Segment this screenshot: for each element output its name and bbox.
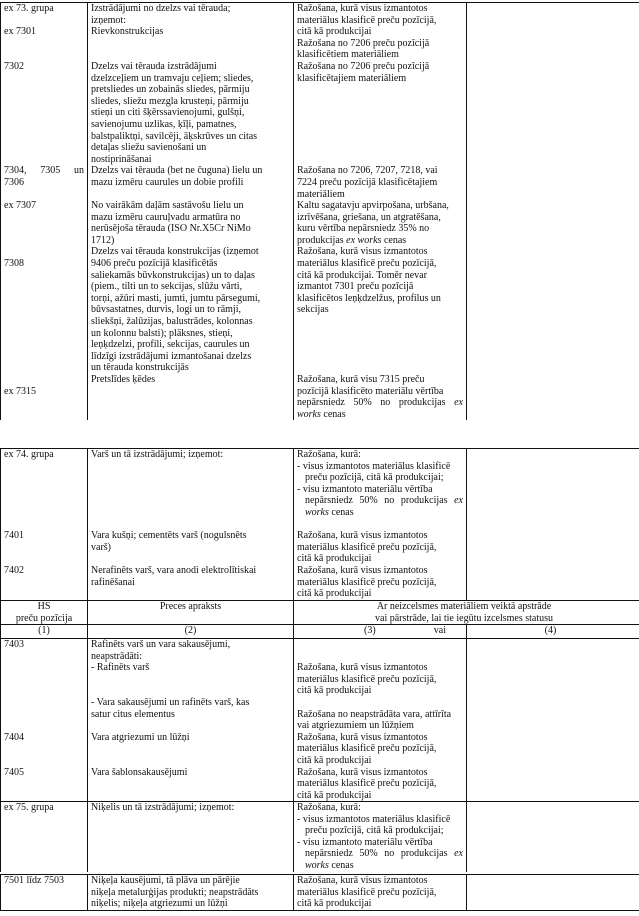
rule-line: citā kā produkcijai — [297, 789, 372, 801]
hs-code: ex 7307 — [4, 200, 36, 212]
hs-column — [1, 3, 88, 420]
description-line: detaļas sliežu savienošani un — [91, 142, 207, 154]
rule-line: citā kā produkcijai — [297, 754, 372, 766]
header-rule: Ar neizcelsmes materiāliem veiktā apstrāde — [376, 601, 552, 612]
rule-line: Ražošana no 7206, 7207, 7218, vai — [297, 165, 438, 177]
description-line: līdzīgi izstrādājumi izmantošanai dzelzs — [91, 350, 252, 362]
description-line: niķelis; niķeļa atgriezumi un lūžņi — [91, 898, 228, 910]
rule-line: Ražošana, kurā visus izmantotos — [297, 875, 428, 886]
rule-line: citā kā produkcijai — [297, 553, 372, 565]
description-line: stieņi un citi šķērssavienojumi, gulšņi, — [91, 107, 245, 119]
hs-code: 7405 — [4, 766, 24, 778]
description-line: Vara šablonsakausējumi — [91, 766, 188, 778]
hs-code: 7304, 7305 un — [4, 165, 84, 177]
rule-line: materiālus klasificē preču pozīcijā, — [297, 886, 437, 898]
rule-line: vai atgriezumiem un lūžņiem — [297, 720, 414, 732]
description-line: Niķeļa kausējumi, tā plāva un pārējie — [91, 875, 240, 886]
description-line: savienojumu uzlikas, ķīļi, pamatnes, — [91, 118, 237, 130]
description-line: Nerafinēts varš, vara anodi elektrolītiskai — [91, 564, 257, 576]
rule-line: nepārsniedz 50% no produkcijas ex — [305, 848, 463, 860]
description-line: niķeļa metalurģijas produkti; neapstrādāts — [91, 886, 259, 898]
rule-line: materiālus klasificē preču pozīcijā, — [297, 743, 437, 755]
rule-line: nepārsniedz 50% no produkcijas ex — [297, 397, 463, 409]
description-line: Niķelis un tā izstrādājumi; izņemot: — [91, 802, 235, 813]
rule-bullet: - visus izmantotos materiālus klasificē — [297, 460, 451, 472]
rule-line: pozīcijā klasificēto materiālu vērtība — [297, 385, 444, 397]
hs-code: 7401 — [4, 530, 24, 542]
description-line: (piem., tilti un to sekcijas, slūžu vārti, — [91, 281, 243, 293]
rule-line: preču pozīcijā, citā kā produkcijai; — [305, 472, 444, 484]
column-or: vai — [433, 625, 446, 636]
header-hs: HS — [37, 601, 51, 612]
column-number-2: (2) — [88, 625, 294, 638]
description-line: izņemot: — [91, 14, 126, 26]
rule-line: citā kā produkcijai — [297, 685, 372, 697]
rule-line: citā kā produkcijai. Tomēr nevar — [297, 269, 427, 281]
rule-line: sekcijas — [297, 304, 329, 316]
rule-column — [294, 3, 467, 420]
rule-bullet: - visu izmantoto materiālu vērtība — [297, 836, 433, 848]
rule-line: Ražošana, kurā: — [297, 802, 361, 813]
header-hs-sub: preču pozīcija — [15, 612, 73, 624]
hs-code: 7306 — [4, 176, 24, 188]
hs-code: ex 74. grupa — [4, 449, 54, 460]
description-line: - Rafinēts varš — [91, 662, 150, 674]
rule-line: materiālus klasificē preču pozīcijā, — [297, 576, 437, 588]
description-line: dzelzceļiem un tramvaju ceļiem; sliedes, — [91, 72, 254, 84]
hs-code: 7302 — [4, 60, 24, 72]
rule-line: materiālus klasificē preču pozīcijā, — [297, 258, 437, 270]
description-column — [88, 3, 294, 420]
description-line: Rievkonstrukcijas — [91, 26, 164, 38]
rule-line: Ražošana no 7206 preču pozīcijā — [297, 37, 430, 49]
description-line: Vara kušņi; cementēts varš (nogulsnēts — [91, 530, 247, 542]
rule-line: Kaltu sagatavju apvirpošana, urbšana, — [297, 200, 449, 212]
description-line: Pretslīdes ķēdes — [91, 374, 156, 385]
description-line: satur citus elementus — [91, 708, 175, 720]
rule-line: materiāliem — [297, 188, 345, 200]
table-block-chapter-74 — [0, 448, 639, 600]
column-number-row — [0, 624, 639, 638]
description-line: mazu izmēru caurules un dobie profili — [91, 176, 244, 188]
rule-line: izrīvēšana, griešana, un atgratēšana, — [297, 211, 441, 223]
table-block-7403-7405 — [0, 638, 639, 801]
description-line: pretsliedes un zobainās sliedes, pārmiju — [91, 84, 250, 96]
rule-line: Ražošana, kurā visus izmantotos — [297, 564, 428, 576]
hs-code: 7308 — [4, 258, 24, 270]
description-line: No vairākām daļām sastāvošu lielu un — [91, 200, 244, 212]
description-line: Dzelzs vai tērauda (bet ne čuguna) lielu un — [91, 165, 263, 177]
description-line: Vara atgriezumi un lūžņi — [91, 731, 190, 743]
hs-code: 7402 — [4, 564, 24, 576]
rule-line: materiālus klasificē preču pozīcijā, — [297, 541, 437, 553]
rule-line: materiālus klasificē preču pozīcijā, — [297, 673, 437, 685]
rule-line: izmantot 7301 preču pozīcijā — [297, 281, 414, 293]
rule-line: Ražošana no 7206 preču pozīcijā — [297, 60, 430, 72]
hs-code: ex 7315 — [4, 385, 36, 397]
description-line: rafinēšanai — [91, 576, 135, 588]
rule-bullet: - visus izmantotos materiālus klasificē — [297, 813, 451, 825]
column-number-4: (4) — [544, 625, 557, 636]
hs-code: 7403 — [4, 639, 24, 650]
description-line: būvsastatnes, durvis, logi un to rāmji, — [91, 304, 241, 316]
hs-code: 7404 — [4, 731, 24, 743]
hs-code: ex 75. grupa — [4, 802, 54, 813]
rule-line: citā kā produkcijai — [297, 588, 372, 600]
rule-line: Ražošana, kurā visus izmantotos — [297, 766, 428, 778]
description-line: Dzelzs vai tērauda konstrukcijas (izņemot — [91, 246, 259, 258]
description-line: Varš un tā izstrādājumi; izņemot: — [91, 449, 224, 460]
description-line: sliekšņi, žalūzijas, balustrādes, kolonnas — [91, 316, 253, 328]
description-line: saliekamās būvkonstrukcijas) un to daļas — [91, 269, 255, 281]
description-line: neapstrādāti: — [91, 650, 143, 662]
rule-line: Ražošana, kurā visus izmantotos — [297, 3, 428, 14]
hs-code: 7501 līdz 7503 — [4, 875, 64, 886]
rule-line: klasificētajiem materiāliem — [297, 72, 407, 84]
rule-line: Ražošana, kurā visus izmantotos — [297, 530, 428, 542]
rule-line: preču pozīcijā, citā kā produkcijai; — [305, 825, 444, 837]
column-number-3: (3) — [364, 625, 376, 636]
table-header — [0, 600, 639, 624]
description-line: nerūsējoša tērauda (ISO Nr.X5Cr NiMo — [91, 223, 251, 235]
header-rule-sub: vai pārstrāde, lai tie iegūtu izcelsmes statusu — [375, 612, 553, 624]
description-line: Rafinēts varš un vara sakausējumi, — [91, 639, 231, 650]
header-description: Preces apraksts — [159, 601, 222, 612]
description-line: un kolonnu balsti); plāksnes, stieņi, — [91, 327, 233, 339]
description-line: varš) — [91, 541, 111, 553]
rule-line: citā kā produkcijai — [297, 898, 372, 910]
rule-line: citā kā produkcijai — [297, 26, 372, 38]
rule-line: Ražošana, kurā visus izmantotos — [297, 662, 428, 674]
description-line: - Vara sakausējumi un rafinēts varš, kas — [91, 696, 250, 708]
description-line: Izstrādājumi no dzelzs vai tērauda; — [91, 3, 231, 14]
description-line: 1712) — [91, 234, 115, 246]
hs-code: ex 7301 — [4, 26, 36, 38]
rule-bullet: - visu izmantoto materiālu vērtība — [297, 483, 433, 495]
rule-line: Ražošana no neapstrādāta vara, attīrīta — [297, 708, 452, 720]
rule-line: kuru vērtība nepārsniedz 35% no — [297, 223, 430, 235]
rule-line: materiālus klasificē preču pozīcijā, — [297, 14, 437, 26]
rule-line: klasificētos leņķdzelžus, profilus un — [297, 292, 441, 304]
rule-line: Ražošana, kurā visu 7315 preču — [297, 374, 425, 385]
rule-line: works cenas — [305, 859, 354, 871]
description-line: 9406 preču pozīcijā klasificētās — [91, 258, 218, 270]
alt-rule-column — [467, 3, 634, 420]
column-number-1: (1) — [1, 625, 88, 638]
rule-line: works cenas — [305, 506, 354, 518]
rule-line: nepārsniedz 50% no produkcijas ex — [305, 495, 463, 507]
table-block-chapter-75 — [0, 801, 639, 872]
table-block-chapter-73 — [0, 2, 639, 420]
rule-line: materiālus klasificē preču pozīcijā, — [297, 778, 437, 790]
description-line: leņķdzelzi, profili, sekcijas, caurules un — [91, 339, 250, 351]
rule-line: 7224 preču pozīcijā klasificētajiem — [297, 176, 438, 188]
hs-code: ex 73. grupa — [4, 3, 54, 14]
rule-line: Ražošana, kurā visus izmantotos — [297, 731, 428, 743]
rule-line: works cenas — [297, 408, 346, 420]
description-line: sliedes, sliežu mezgla krusteņi, pārmiju — [91, 95, 249, 107]
description-line: nostiprināšanai — [91, 153, 152, 165]
description-line: mazu izmēru cauruļvadu armatūra no — [91, 211, 241, 223]
description-line: torņi, ažūri masti, jumti, jumtu pārsegumi, — [91, 292, 261, 304]
rule-line: Ražošana, kurā: — [297, 449, 361, 460]
table-block-7501-7503 — [0, 874, 639, 911]
rule-line: produkcijas ex works cenas — [297, 234, 407, 246]
description-line: un tērauda konstrukcijās — [91, 362, 189, 374]
description-line: balstpaliktņi, savilcēji, āķskrūves un citas — [91, 130, 258, 142]
rule-line: klasificētiem materiāliem — [297, 49, 399, 61]
rule-line: Ražošana, kurā visus izmantotos — [297, 246, 428, 258]
description-line: Dzelzs vai tērauda izstrādājumi — [91, 60, 217, 72]
